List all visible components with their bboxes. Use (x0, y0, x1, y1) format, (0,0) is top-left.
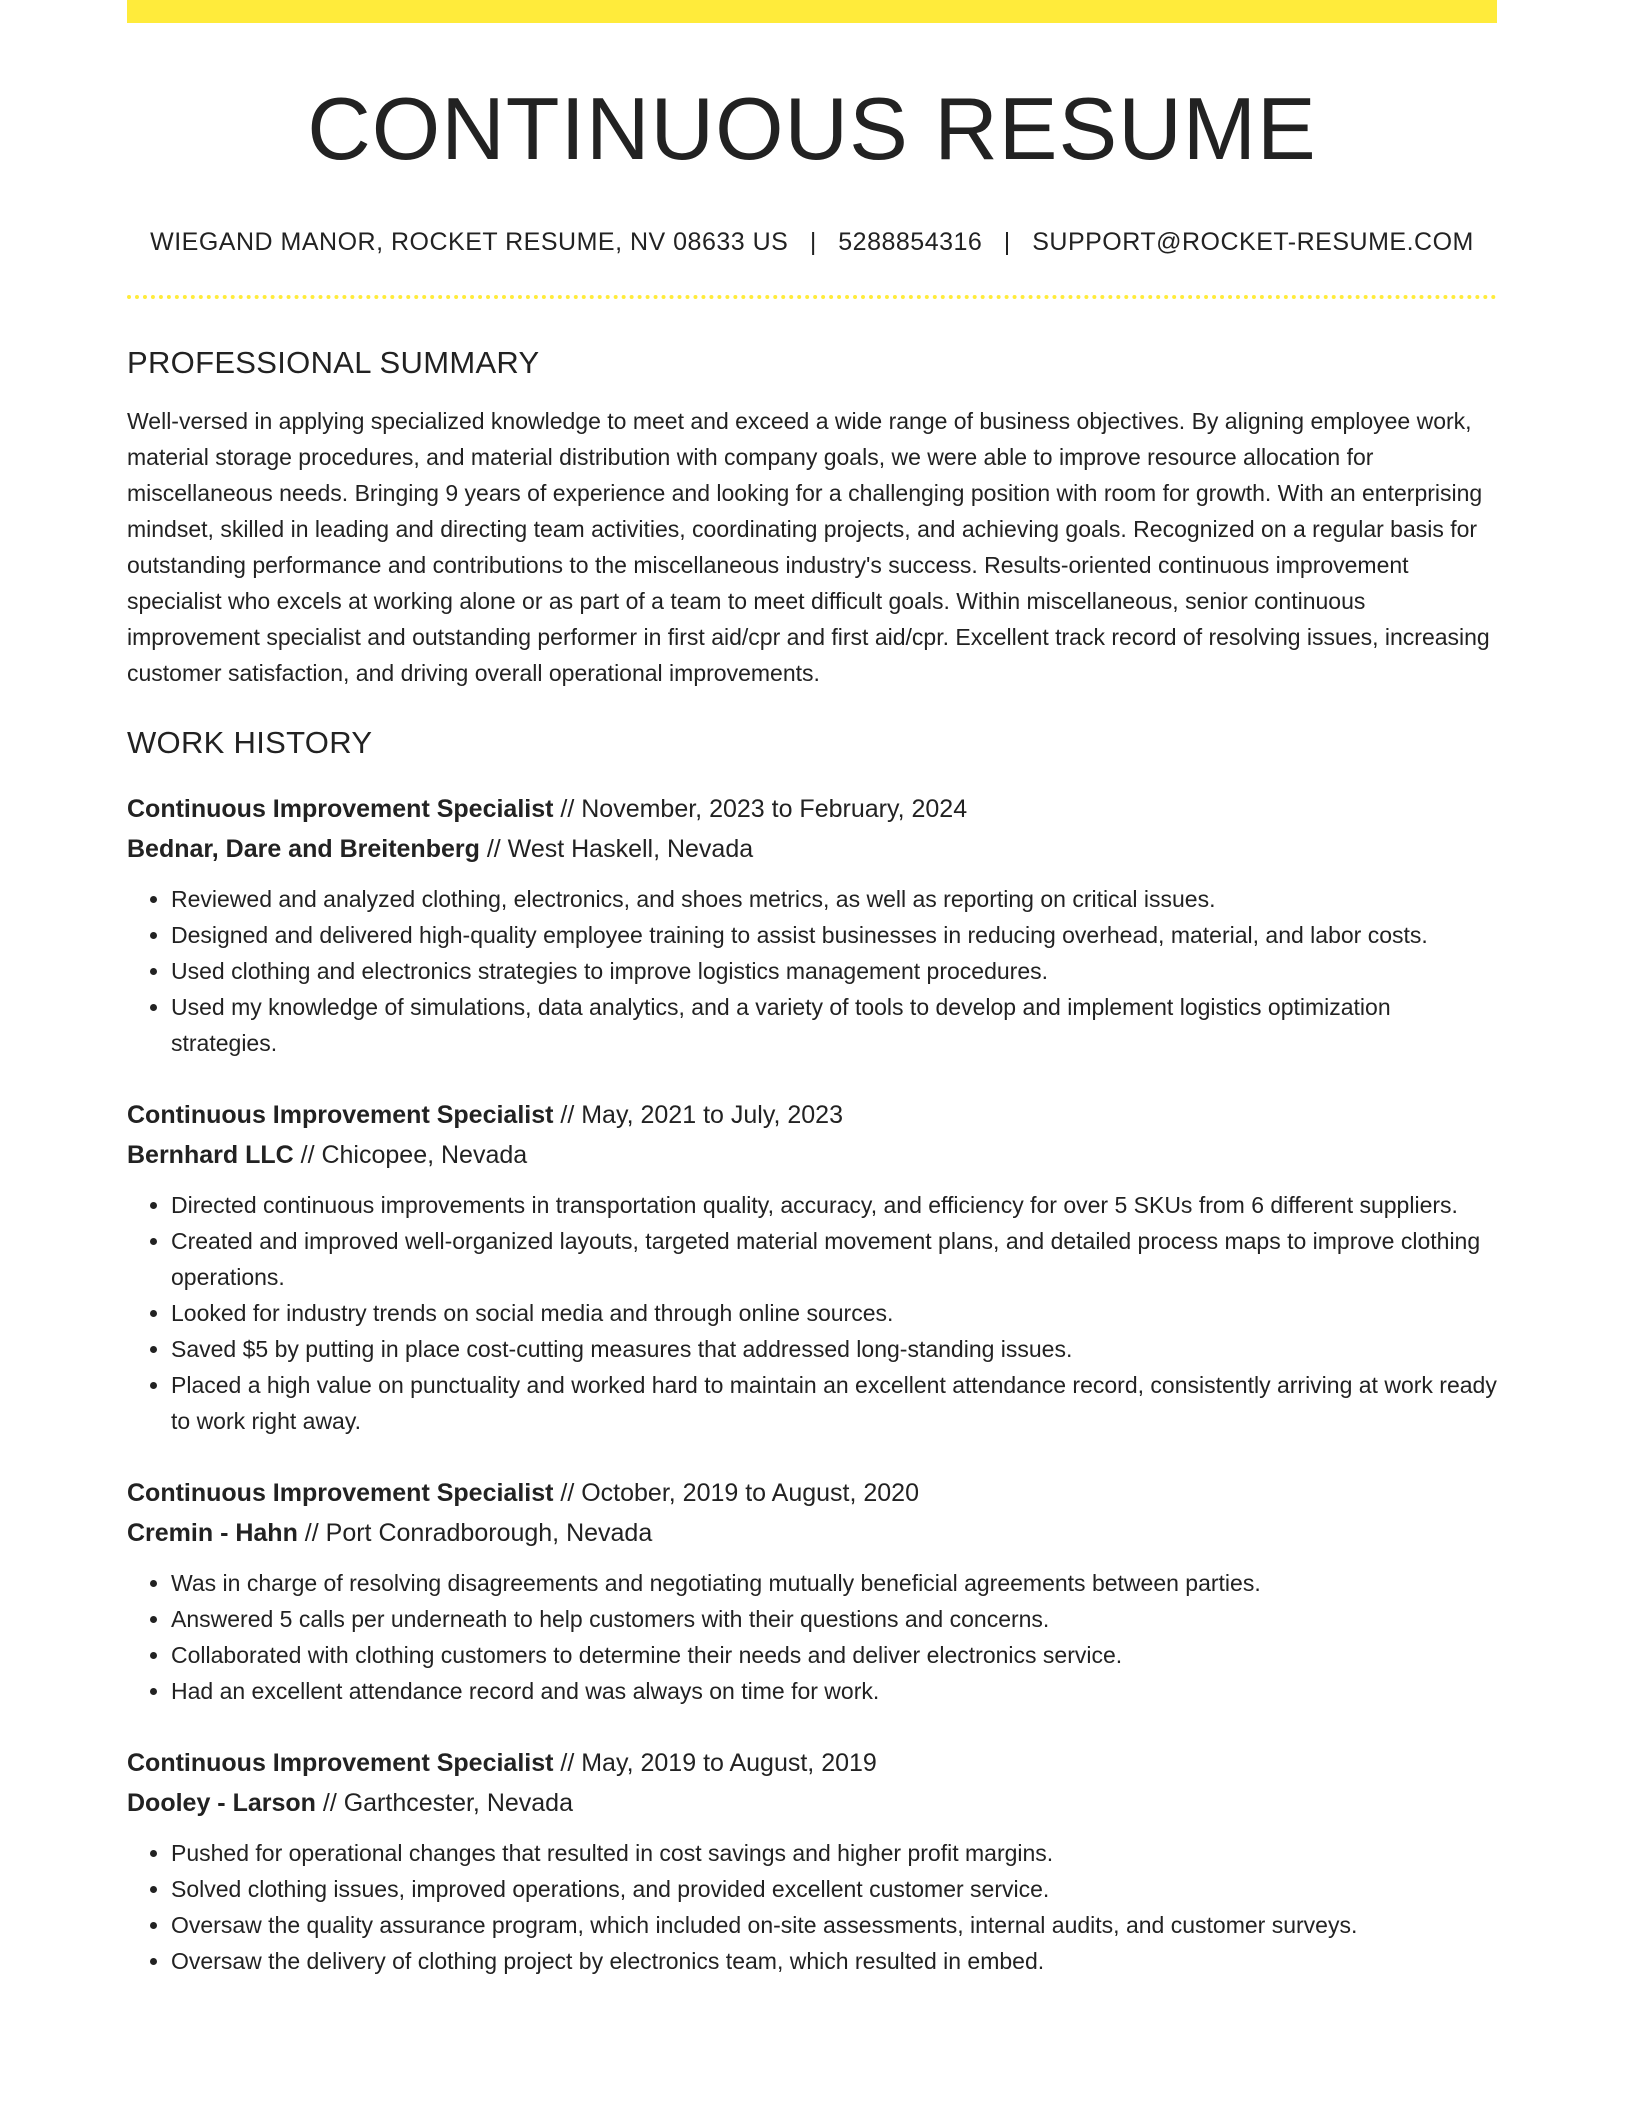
job-location: // Chicopee, Nevada (293, 1140, 528, 1169)
job-bullet: • Was in charge of resolving disagreements and negotiating mutually beneficial agreements between parties. (171, 1565, 1497, 1601)
job-title-line (127, 1095, 1497, 1135)
job-dates: // May, 2019 to August, 2019 (553, 1748, 877, 1777)
job-role: Continuous Improvement Specialist (127, 794, 554, 823)
job-role: Continuous Improvement Specialist (127, 1748, 554, 1777)
summary-text: Well-versed in applying specialized knowledge to meet and exceed a wide range of business objectives. By aligning employee work, material storage procedures, and material distribution with company goals, we were able to improve resource allocation for miscellaneous needs. Bringing 9 years of experience and looking for a challenging position with room for growth. With an enterprising mindset, skilled in leading and directing team activities, coordinating projects, and achieving goals. Recognized on a regular basis for outstanding performance and contributions to the miscellaneous industry's success. Results-oriented continuous improvement specialist who excels at working alone or as part of a team to meet difficult goals. Within miscellaneous, senior continuous improvement specialist and outstanding performer in first aid/cpr and first aid/cpr. Excellent track record of resolving issues, increasing customer satisfaction, and driving overall operational improvements. (127, 407, 1490, 686)
job-bullet: • Oversaw the quality assurance program, which included on-site assessments, internal audits, and customer surveys. (171, 1907, 1497, 1943)
job-bullet: • Pushed for operational changes that resulted in cost savings and higher profit margins. (171, 1835, 1497, 1871)
job-entry (127, 1473, 1497, 1709)
job-bullet: • Oversaw the delivery of clothing project by electronics team, which resulted in embed. (171, 1943, 1497, 1979)
job-title-line (127, 789, 1497, 829)
job-company: Dooley - Larson (127, 1788, 316, 1817)
job-company-line (127, 1783, 1497, 1823)
job-bullet: • Placed a high value on punctuality and worked hard to maintain an excellent attendance record, consistently arriving at work ready to work right away. (171, 1367, 1497, 1439)
job-bullet: • Directed continuous improvements in transportation quality, accuracy, and efficiency for over 5 SKUs from 6 different suppliers. (171, 1187, 1497, 1223)
contact-separator: | (1003, 227, 1011, 256)
job-location: // Port Conradborough, Nevada (297, 1518, 653, 1547)
job-bullet: • Used clothing and electronics strategies to improve logistics management procedures. (171, 953, 1497, 989)
job-entry (127, 1095, 1497, 1439)
job-entry (127, 789, 1497, 1061)
job-role: Continuous Improvement Specialist (127, 1478, 554, 1507)
job-company-line (127, 829, 1497, 869)
job-company: Bernhard LLC (127, 1140, 294, 1169)
resume-name: CONTINUOUS RESUME (307, 79, 1317, 178)
job-dates: // November, 2023 to February, 2024 (553, 794, 968, 823)
work-history-list (127, 789, 1497, 1979)
job-bullet: • Used my knowledge of simulations, data analytics, and a variety of tools to develop and implement logistics optimization strategies. (171, 989, 1497, 1061)
job-bullet: • Created and improved well-organized layouts, targeted material movement plans, and detailed process maps to improve clothing operations. (171, 1223, 1497, 1295)
summary-heading: PROFESSIONAL SUMMARY (127, 344, 540, 380)
work-history-heading: WORK HISTORY (127, 724, 373, 760)
contact-address: WIEGAND MANOR, ROCKET RESUME, NV 08633 US (150, 227, 789, 256)
job-bullet: • Saved $5 by putting in place cost-cutting measures that addressed long-standing issues. (171, 1331, 1497, 1367)
job-company-line (127, 1513, 1497, 1553)
contact-separator: | (809, 227, 817, 256)
top-accent-bar (127, 0, 1497, 23)
job-bullet: • Looked for industry trends on social media and through online sources. (171, 1295, 1497, 1331)
job-bullet: • Answered 5 calls per underneath to help customers with their questions and concerns. (171, 1601, 1497, 1637)
job-bullet: • Collaborated with clothing customers to determine their needs and deliver electronics service. (171, 1637, 1497, 1673)
job-location: // Garthcester, Nevada (315, 1788, 573, 1817)
job-bullet: • Solved clothing issues, improved operations, and provided excellent customer service. (171, 1871, 1497, 1907)
job-dates: // October, 2019 to August, 2020 (553, 1478, 919, 1507)
job-company: Bednar, Dare and Breitenberg (127, 834, 480, 863)
job-dates: // May, 2021 to July, 2023 (553, 1100, 843, 1129)
job-bullets (127, 1835, 1497, 1979)
contact-email: SUPPORT@ROCKET-RESUME.COM (1032, 227, 1474, 256)
job-company-line (127, 1135, 1497, 1175)
job-bullets (127, 881, 1497, 1061)
resume-page (127, 0, 1497, 1979)
job-entry (127, 1743, 1497, 1979)
job-title-line (127, 1743, 1497, 1783)
contact-line (127, 228, 1497, 257)
job-title-line (127, 1473, 1497, 1513)
job-bullet: • Reviewed and analyzed clothing, electronics, and shoes metrics, as well as reporting on critical issues. (171, 881, 1497, 917)
job-bullet: • Had an excellent attendance record and was always on time for work. (171, 1673, 1497, 1709)
job-bullets (127, 1565, 1497, 1709)
contact-phone: 5288854316 (838, 227, 983, 256)
job-bullets (127, 1187, 1497, 1439)
job-role: Continuous Improvement Specialist (127, 1100, 554, 1129)
job-location: // West Haskell, Nevada (479, 834, 754, 863)
job-bullet: • Designed and delivered high-quality employee training to assist businesses in reducing overhead, material, and labor costs. (171, 917, 1497, 953)
job-company: Cremin - Hahn (127, 1518, 298, 1547)
dotted-divider (127, 295, 1497, 299)
